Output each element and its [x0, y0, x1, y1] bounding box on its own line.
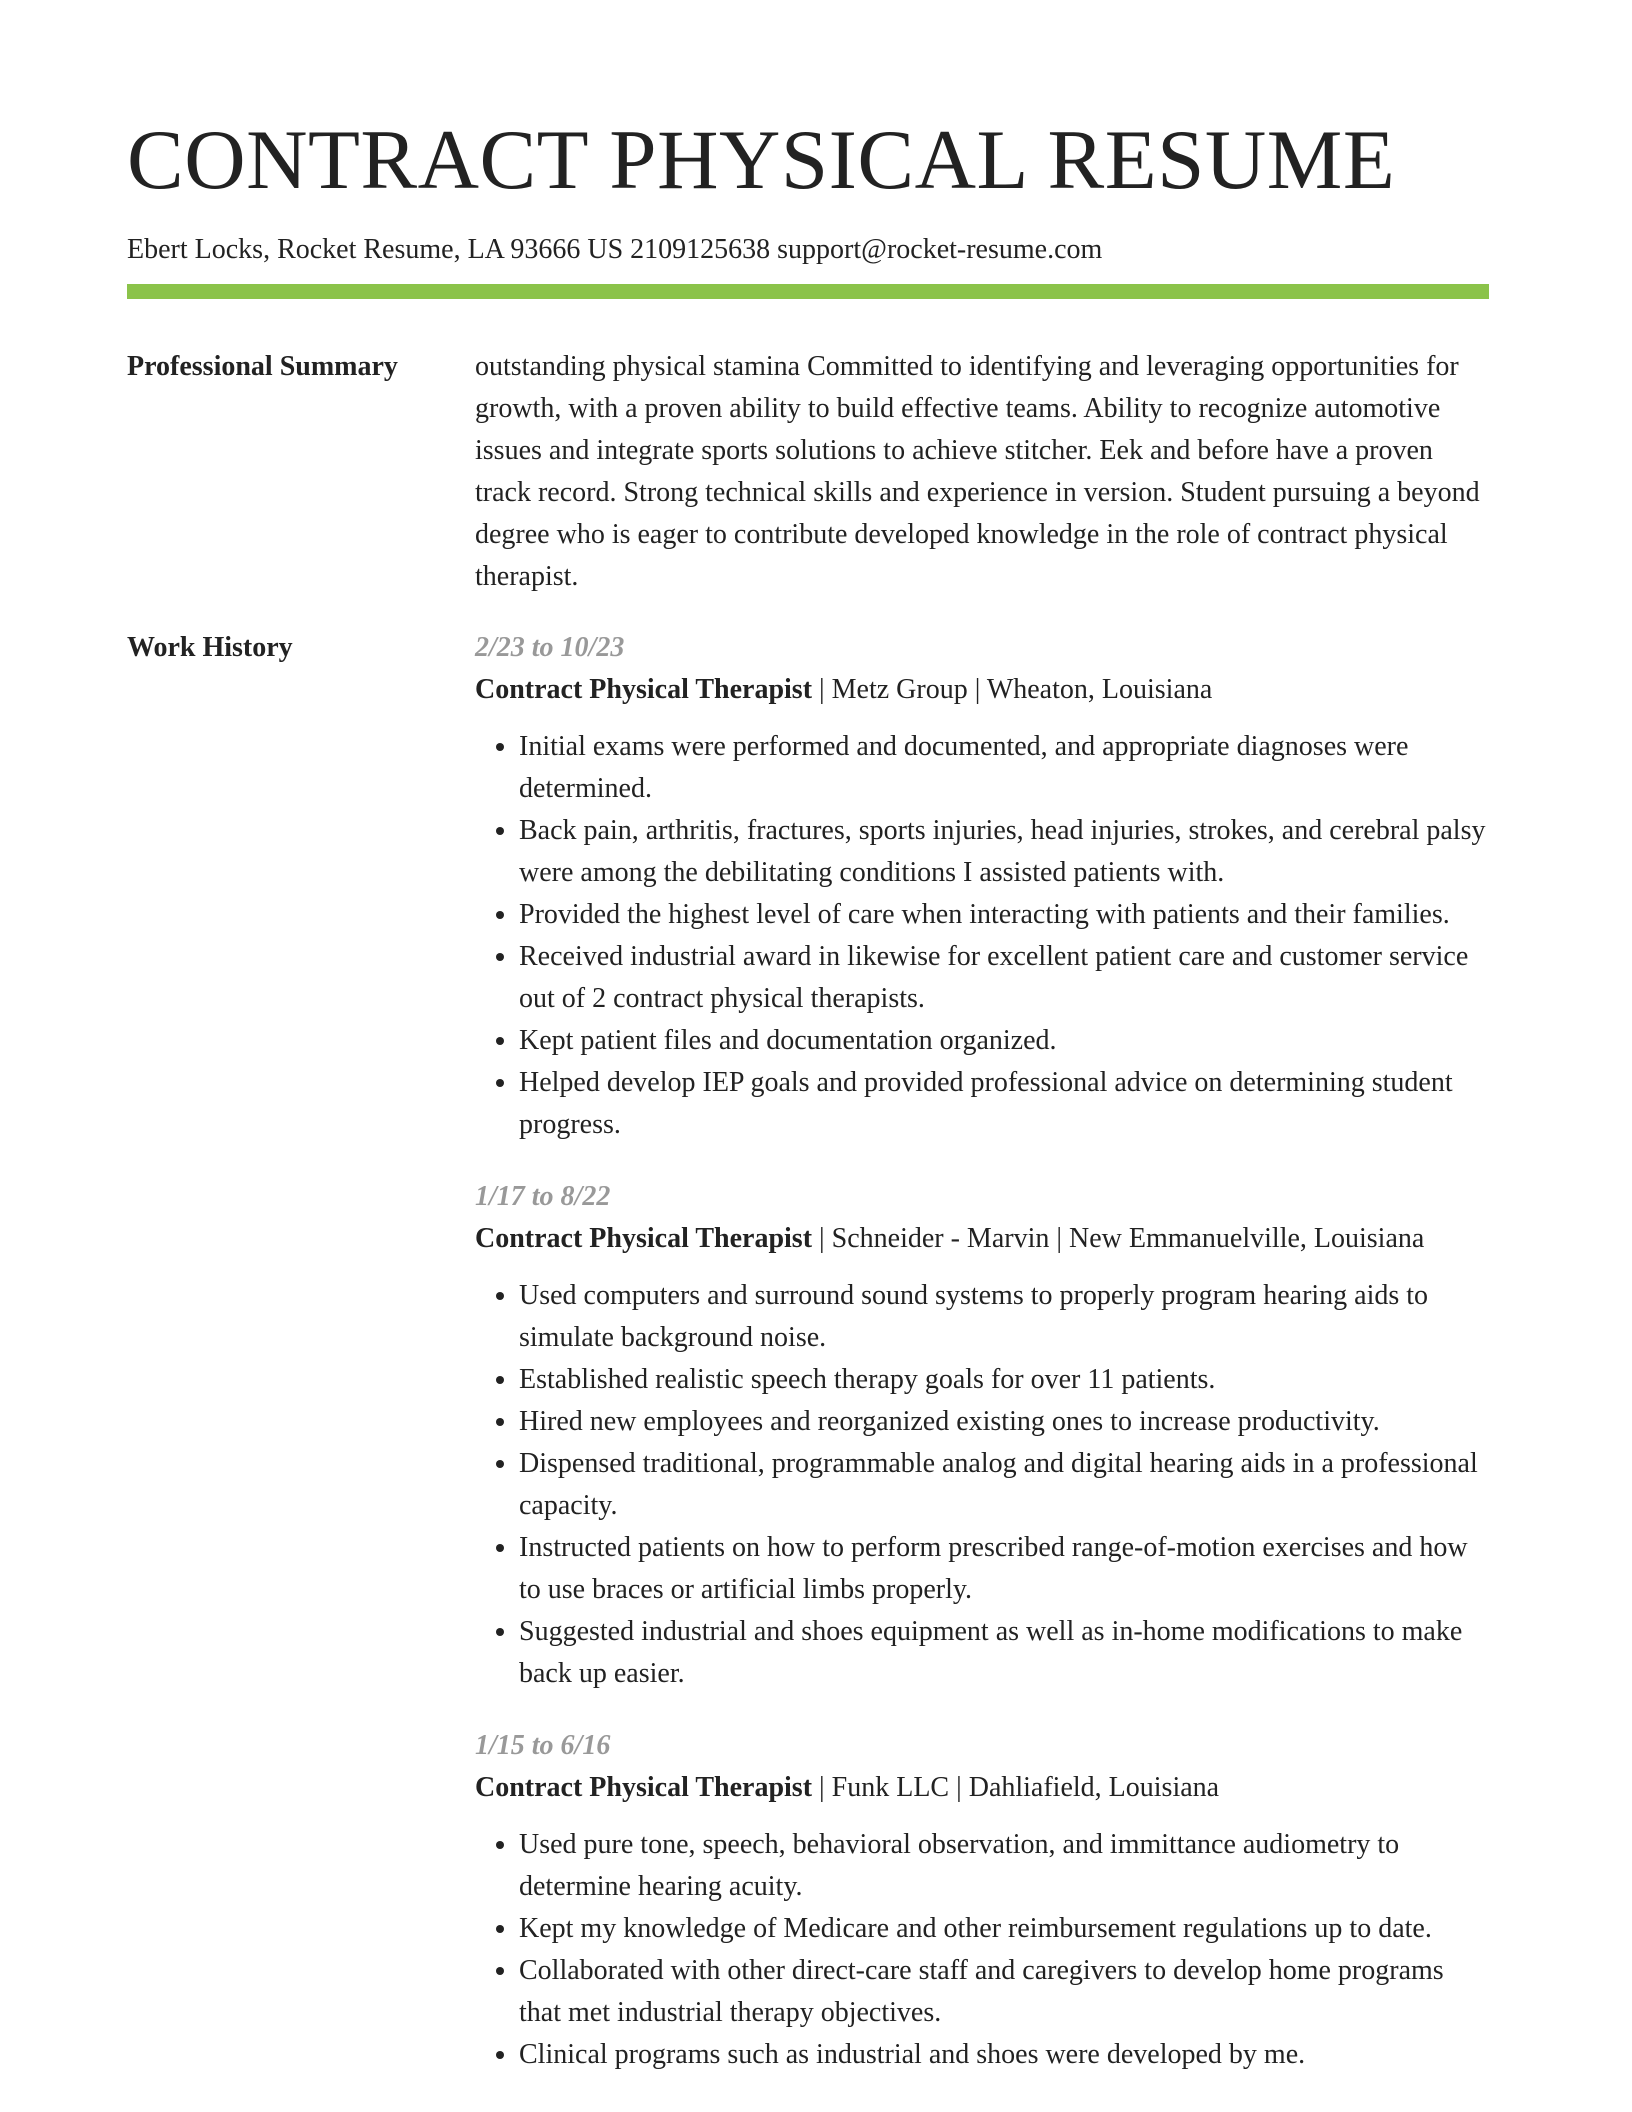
job-title: Contract Physical Therapist [475, 1223, 813, 1254]
bullet-item: • Suggested industrial and shoes equipment as well as in-home modifications to make back up easier. [519, 1611, 1489, 1695]
bullet-item: • Established realistic speech therapy goals for over 11 patients. [519, 1359, 1489, 1401]
section-label-summary: Professional Summary [127, 351, 398, 382]
job-title: Contract Physical Therapist [475, 674, 813, 705]
bullet-item: • Clinical programs such as industrial and shoes were developed by me. [519, 2034, 1489, 2076]
job-heading [475, 1218, 1489, 1260]
bullet-item: • Dispensed traditional, programmable analog and digital hearing aids in a professional capacity. [519, 1443, 1489, 1527]
bullet-item: • Kept my knowledge of Medicare and other reimbursement regulations up to date. [519, 1908, 1489, 1950]
job-company: Schneider - Marvin [831, 1223, 1050, 1254]
bullet-item: • Used pure tone, speech, behavioral observation, and immittance audiometry to determine hearing acuity. [519, 1824, 1489, 1908]
job-location: Dahliafield, Louisiana [968, 1772, 1220, 1803]
job-heading [475, 1767, 1489, 1809]
job-entry [475, 627, 1489, 1146]
job-dates: 1/15 to 6/16 [475, 1730, 611, 1761]
separator: | [812, 674, 832, 705]
job-company: Metz Group [831, 674, 968, 705]
job-company: Funk LLC [831, 1772, 950, 1803]
separator: | [1049, 1223, 1069, 1254]
job-heading [475, 669, 1489, 711]
bullet-item: • Provided the highest level of care when interacting with patients and their families. [519, 894, 1489, 936]
job-title: Contract Physical Therapist [475, 1772, 813, 1803]
job-location: Wheaton, Louisiana [986, 674, 1213, 705]
job-bullets [475, 1275, 1489, 1695]
separator: | [812, 1772, 832, 1803]
bullet-item: • Helped develop IEP goals and provided professional advice on determining student progress. [519, 1062, 1489, 1146]
bullet-item: • Received industrial award in likewise for excellent patient care and customer service out of 2 contract physical therapists. [519, 936, 1489, 1020]
separator: | [949, 1772, 969, 1803]
separator: | [967, 674, 987, 705]
resume-title: CONTRACT PHYSICAL RESUME [127, 113, 1396, 207]
job-bullets [475, 726, 1489, 1146]
bullet-item: • Back pain, arthritis, fractures, sports injuries, head injuries, strokes, and cerebral palsy were among the debilitating conditions I assisted patients with. [519, 810, 1489, 894]
bullet-item: • Initial exams were performed and documented, and appropriate diagnoses were determined. [519, 726, 1489, 810]
job-bullets [475, 1824, 1489, 2076]
bullet-item: • Used computers and surround sound systems to properly program hearing aids to simulate background noise. [519, 1275, 1489, 1359]
job-location: New Emmanuelville, Louisiana [1068, 1223, 1425, 1254]
bullet-item: • Collaborated with other direct-care staff and caregivers to develop home programs that met industrial therapy objectives. [519, 1950, 1489, 2034]
bullet-item: • Instructed patients on how to perform prescribed range-of-motion exercises and how to use braces or artificial limbs properly. [519, 1527, 1489, 1611]
bullet-item: • Kept patient files and documentation organized. [519, 1020, 1489, 1062]
job-dates: 2/23 to 10/23 [475, 632, 625, 663]
work-history-content [475, 627, 1489, 2106]
contact-line: Ebert Locks, Rocket Resume, LA 93666 US 2109125638 support@rocket-resume.com [127, 234, 1103, 265]
section-label-work-history: Work History [127, 632, 293, 663]
summary-text: outstanding physical stamina Committed to identifying and leveraging opportunities for growth, with a proven ability to build effective teams. Ability to recognize automotive issues and integrate sports solutions to achieve stitcher. Eek and before have a proven track record. Strong technical skills and experience in version. Student pursuing a beyond degree who is eager to contribute developed knowledge in the role of contract physical therapist. [475, 351, 1480, 592]
job-entry [475, 1176, 1489, 1695]
separator: | [812, 1223, 832, 1254]
summary-content [475, 346, 1489, 598]
bullet-item: • Hired new employees and reorganized existing ones to increase productivity. [519, 1401, 1489, 1443]
job-entry [475, 1725, 1489, 2076]
job-dates: 1/17 to 8/22 [475, 1181, 611, 1212]
accent-divider [127, 284, 1489, 299]
